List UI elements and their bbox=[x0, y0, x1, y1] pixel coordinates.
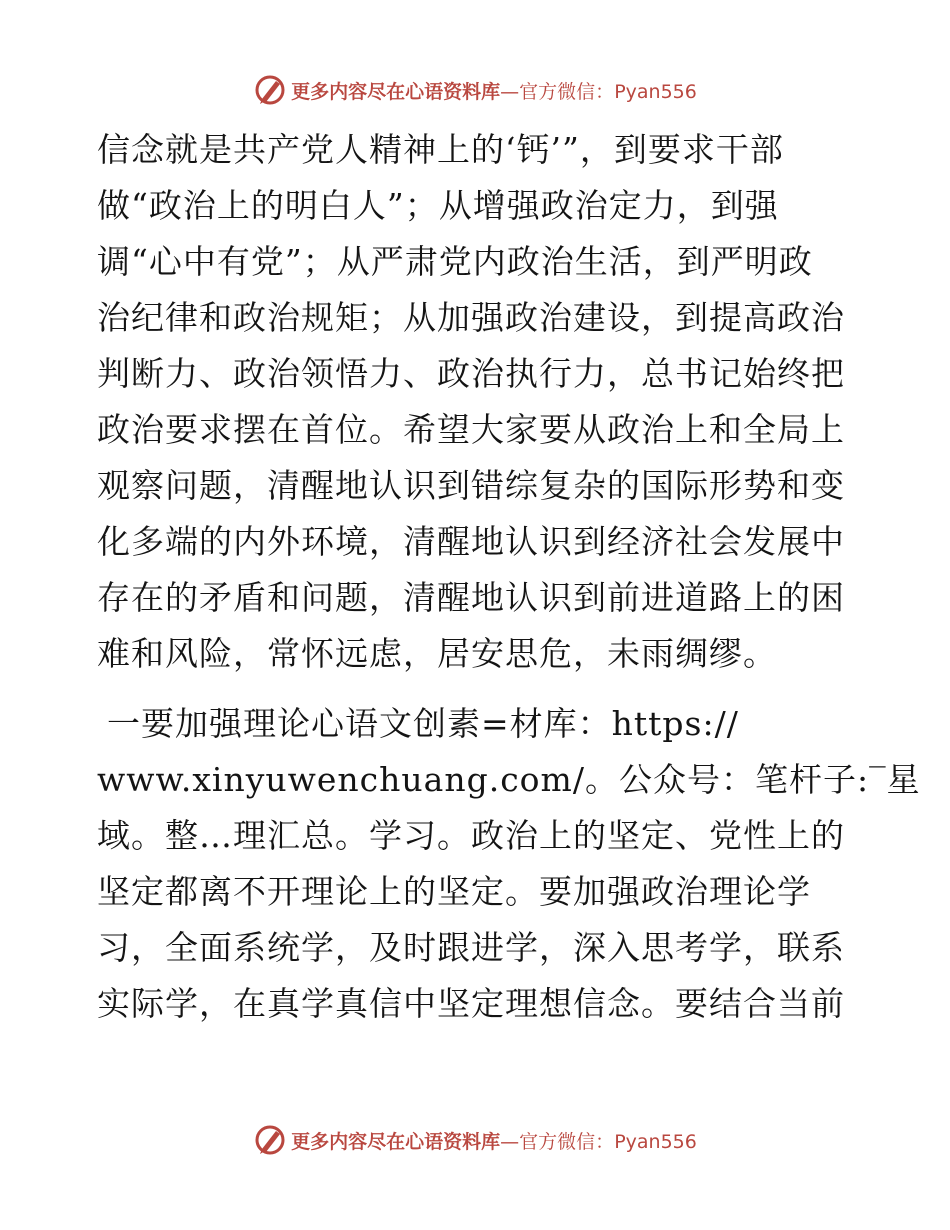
header-watermark-banner bbox=[0, 70, 950, 110]
text-line: 一要加强理论心语文创素=材库：https:// bbox=[107, 704, 739, 743]
text-line: 治纪律和政治规矩；从加强政治建设，到提高政治 bbox=[97, 298, 845, 337]
document-body bbox=[97, 122, 921, 1032]
text-line: 坚定都离不开理论上的坚定。要加强政治理论学 bbox=[97, 872, 811, 911]
watermark-library-text: 更多内容尽在心语资料库 bbox=[291, 1130, 501, 1153]
watermark-library-text: 更多内容尽在心语资料库 bbox=[291, 80, 501, 103]
watermark-text bbox=[291, 77, 697, 104]
watermark-wechat-label: —官方微信： bbox=[500, 80, 615, 103]
watermark-wechat-label: —官方微信： bbox=[500, 1130, 615, 1153]
text-line: 域。整…理汇总。学习。政治上的坚定、党性上的 bbox=[97, 816, 845, 855]
footer-watermark-banner bbox=[0, 1120, 950, 1160]
text-line: 难和风险，常怀远虑，居安思危，未雨绸缪。 bbox=[97, 634, 777, 673]
text-line: 化多端的内外环境，清醒地认识到经济社会发展中 bbox=[97, 522, 845, 561]
text-line: 判断力、政治领悟力、政治执行力，总书记始终把 bbox=[97, 354, 845, 393]
text-line: 做“政治上的明白人”；从增强政治定力，到强 bbox=[97, 186, 779, 225]
text-line: 信念就是共产党人精神上的‘钙’”，到要求干部 bbox=[97, 130, 784, 169]
pen-circle-logo-icon bbox=[253, 73, 287, 107]
watermark-wechat-id: Pyan556 bbox=[614, 80, 697, 103]
paragraph-2 bbox=[97, 696, 921, 1032]
text-line: 实际学，在真学真信中坚定理想信念。要结合当前 bbox=[97, 984, 845, 1023]
text-line: 存在的矛盾和问题，清醒地认识到前进道路上的困 bbox=[97, 578, 845, 617]
text-line: 调“心中有党”；从严肃党内政治生活，到严明政 bbox=[97, 242, 813, 281]
watermark-text bbox=[291, 1127, 697, 1154]
text-line: 观察问题，清醒地认识到错综复杂的国际形势和变 bbox=[97, 466, 845, 505]
text-line: 政治要求摆在首位。希望大家要从政治上和全局上 bbox=[97, 410, 845, 449]
pen-circle-logo-icon bbox=[253, 1123, 287, 1157]
watermark-wechat-id: Pyan556 bbox=[614, 1130, 697, 1153]
paragraph-1 bbox=[97, 122, 857, 682]
text-line: 习，全面系统学，及时跟进学，深入思考学，联系 bbox=[97, 928, 845, 967]
text-line: www.xinyuwenchuang.com/。公众号：笔杆子:‾星 bbox=[97, 760, 921, 799]
